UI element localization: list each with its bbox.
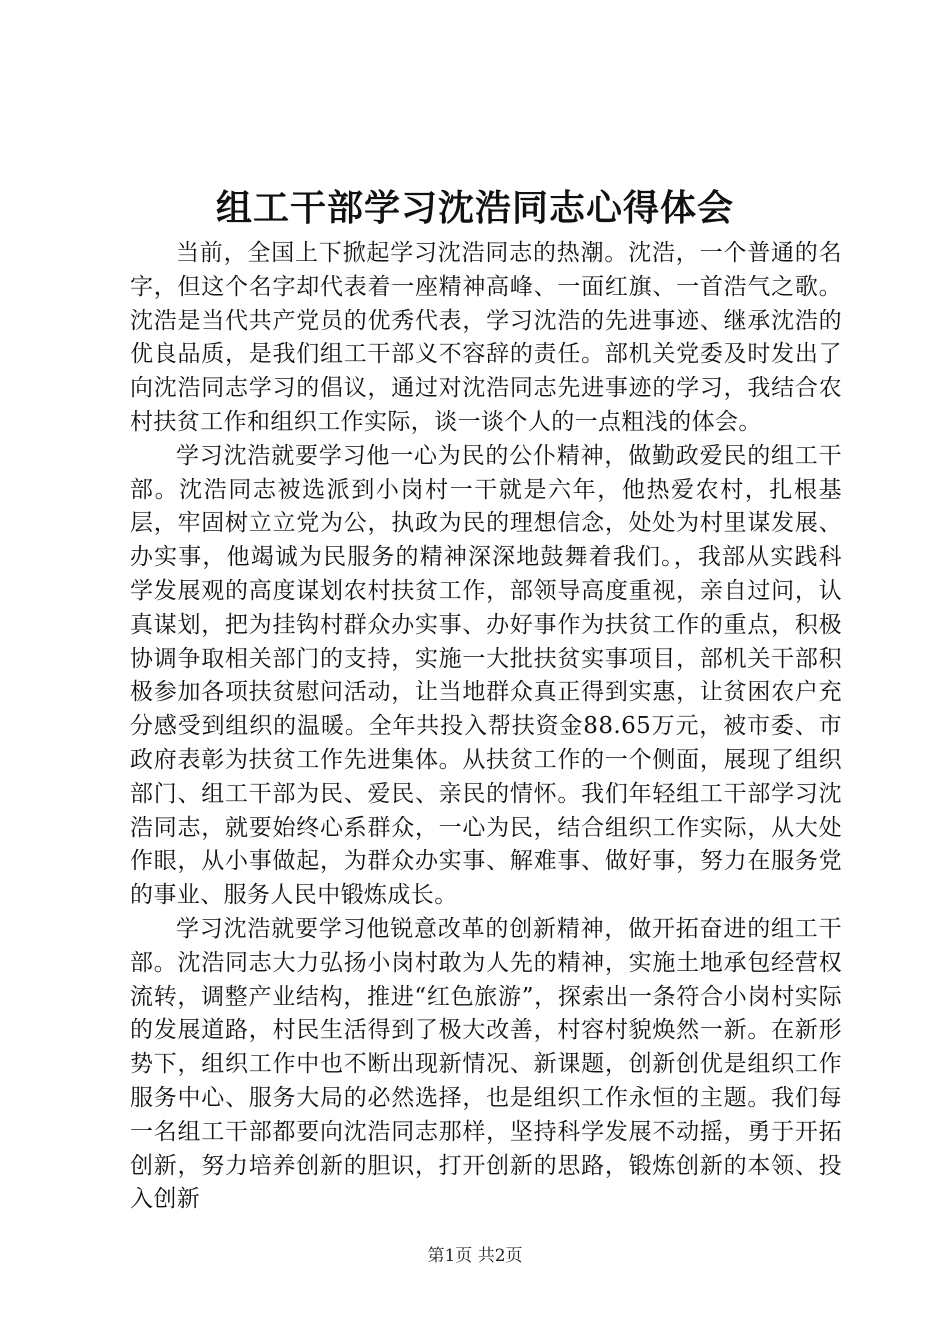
page-number-footer: 第1页 共2页 [427, 1246, 523, 1266]
document-title: 组工干部学习沈浩同志心得体会 [215, 188, 734, 229]
paragraph-1: 当前，全国上下掀起学习沈浩同志的热潮。沈浩，一个普通的名字，但这个名字却代表着一座精神高峰、一面红旗、一首浩气之歌。沈浩是当代共产党员的优秀代表，学习沈浩的先进事迹、继承沈浩的优良品质，是我们组工干部义不容辞的责任。部机关党委及时发出了向沈浩同志学习的倡议，通过对沈浩同志先进事迹的学习，我结合农村扶贫工作和组织工作实际，谈一谈个人的一点粗浅的体会。 [130, 240, 842, 435]
paragraph-2: 学习沈浩就要学习他一心为民的公仆精神，做勤政爱民的组工干部。沈浩同志被选派到小岗村一干就是六年，他热爱农村，扎根基层，牢固树立立党为公，执政为民的理想信念，处处为村里谋发展、办实事，他竭诚为民服务的精神深深地鼓舞着我们。，我部从实践科学发展观的高度谋划农村扶贫工作，部领导高度重视，亲自过问，认真谋划，把为挂钩村群众办实事、办好事作为扶贫工作的重点，积极协调争取相关部门的支持，实施一大批扶贫实事项目，部机关干部积极参加各项扶贫慰问活动，让当地群众真正得到实惠，让贫困农户充分感受到组织的温暖。全年共投入帮扶资金88.65万元，被市委、市政府表彰为扶贫工作先进集体。从扶贫工作的一个侧面，展现了组织部门、组工干部为民、爱民、亲民的情怀。我们年轻组工干部学习沈浩同志，就要始终心系群众，一心为民，结合组织工作实际，从大处作眼，从小事做起，为群众办实事、解难事、做好事，努力在服务党的事业、服务人民中锻炼成长。 [130, 442, 842, 909]
document-body [130, 237, 842, 1217]
paragraph-3: 学习沈浩就要学习他锐意改革的创新精神，做开拓奋进的组工干部。沈浩同志大力弘扬小岗村敢为人先的精神，实施土地承包经营权流转，调整产业结构，推进“红色旅游”，探索出一条符合小岗村实际的发展道路，村民生活得到了极大改善，村容村貌焕然一新。在新形势下，组织工作中也不断出现新情况、新课题，创新创优是组织工作服务中心、服务大局的必然选择，也是组织工作永恒的主题。我们每一名组工干部都要向沈浩同志那样，坚持科学发展不动摇，勇于开拓创新，努力培养创新的胆识，打开创新的思路，锻炼创新的本领、投入创新 [130, 915, 842, 1213]
